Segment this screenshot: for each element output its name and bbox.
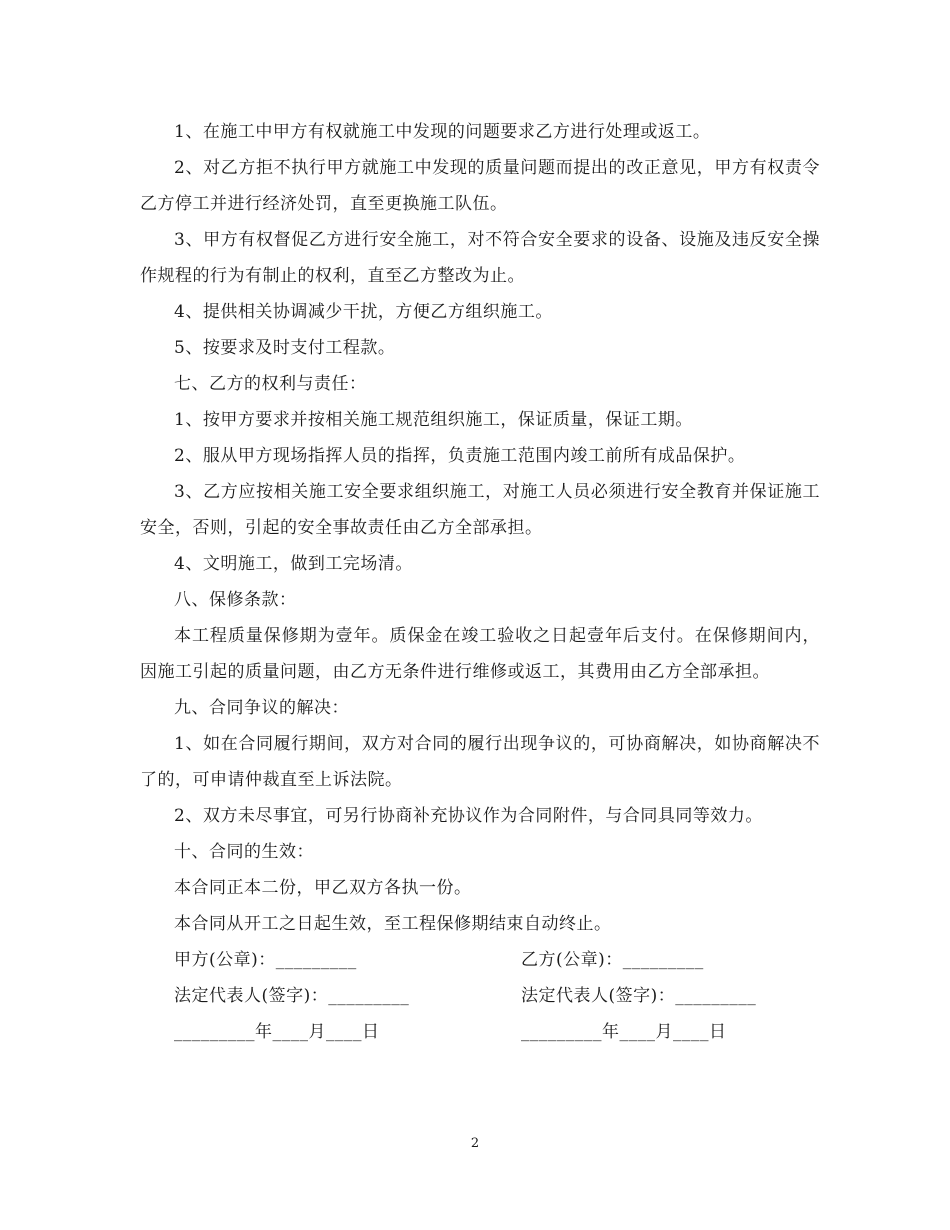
party-b-representative-field: 法定代表人(签字)：_________: [521, 986, 757, 1006]
clause-paragraph: 2、服从甲方现场指挥人员的指挥，负责施工范围内竣工前所有成品保护。: [174, 446, 746, 466]
page-number: 2: [470, 1136, 480, 1151]
party-a-date-field: _________年____月____日: [174, 1022, 380, 1042]
clause-paragraph: 2、双方未尽事宜，可另行协商补充协议作为合同附件，与合同具同等效力。: [174, 806, 763, 826]
clause-paragraph: 2、对乙方拒不执行甲方就施工中发现的质量问题而提出的改正意见，甲方有权责令乙方停工并进行经济处罚，直至更换施工队伍。: [140, 158, 820, 214]
clause-paragraph: 5、按要求及时支付工程款。: [174, 338, 396, 358]
clause-paragraph: 4、提供相关协调减少干扰，方便乙方组织施工。: [174, 302, 553, 322]
clause-paragraph: 3、乙方应按相关施工安全要求组织施工，对施工人员必须进行安全教育并保证施工安全，否则，引起的安全事故责任由乙方全部承担。: [140, 482, 820, 538]
clause-paragraph: 3、甲方有权督促乙方进行安全施工，对不符合安全要求的设备、设施及违反安全操作规程的行为有制止的权利，直至乙方整改为止。: [140, 230, 820, 286]
clause-paragraph: 本合同正本二份，甲乙双方各执一份。: [174, 878, 472, 898]
contract-body: [140, 114, 820, 1050]
section-heading: 九、合同争议的解决：: [174, 698, 349, 718]
party-a-seal-field: 甲方(公章)：_________: [174, 950, 357, 970]
clause-paragraph: 1、按甲方要求并按相关施工规范组织施工，保证质量，保证工期。: [174, 410, 693, 430]
clause-paragraph: 4、文明施工，做到工完场清。: [174, 554, 413, 574]
party-a-representative-field: 法定代表人(签字)：_________: [174, 986, 410, 1006]
clause-paragraph: 1、在施工中甲方有权就施工中发现的问题要求乙方进行处理或返工。: [174, 122, 711, 142]
signature-row-seal: [140, 942, 820, 978]
party-b-date-field: _________年____月____日: [521, 1022, 727, 1042]
clause-paragraph: 本合同从开工之日起生效，至工程保修期结束自动终止。: [174, 914, 612, 934]
party-b-seal-field: 乙方(公章)：_________: [521, 950, 704, 970]
signature-row-date: [140, 1014, 820, 1050]
clause-paragraph: 1、如在合同履行期间，双方对合同的履行出现争议的，可协商解决，如协商解决不了的，可申请仲裁直至上诉法院。: [140, 734, 820, 790]
section-heading: 十、合同的生效：: [174, 842, 314, 862]
section-heading: 七、乙方的权利与责任：: [174, 374, 367, 394]
clause-paragraph: 本工程质量保修期为壹年。质保金在竣工验收之日起壹年后支付。在保修期间内，因施工引起的质量问题，由乙方无条件进行维修或返工，其费用由乙方全部承担。: [140, 626, 820, 682]
section-heading: 八、保修条款：: [174, 590, 297, 610]
signature-row-representative: [140, 978, 820, 1014]
